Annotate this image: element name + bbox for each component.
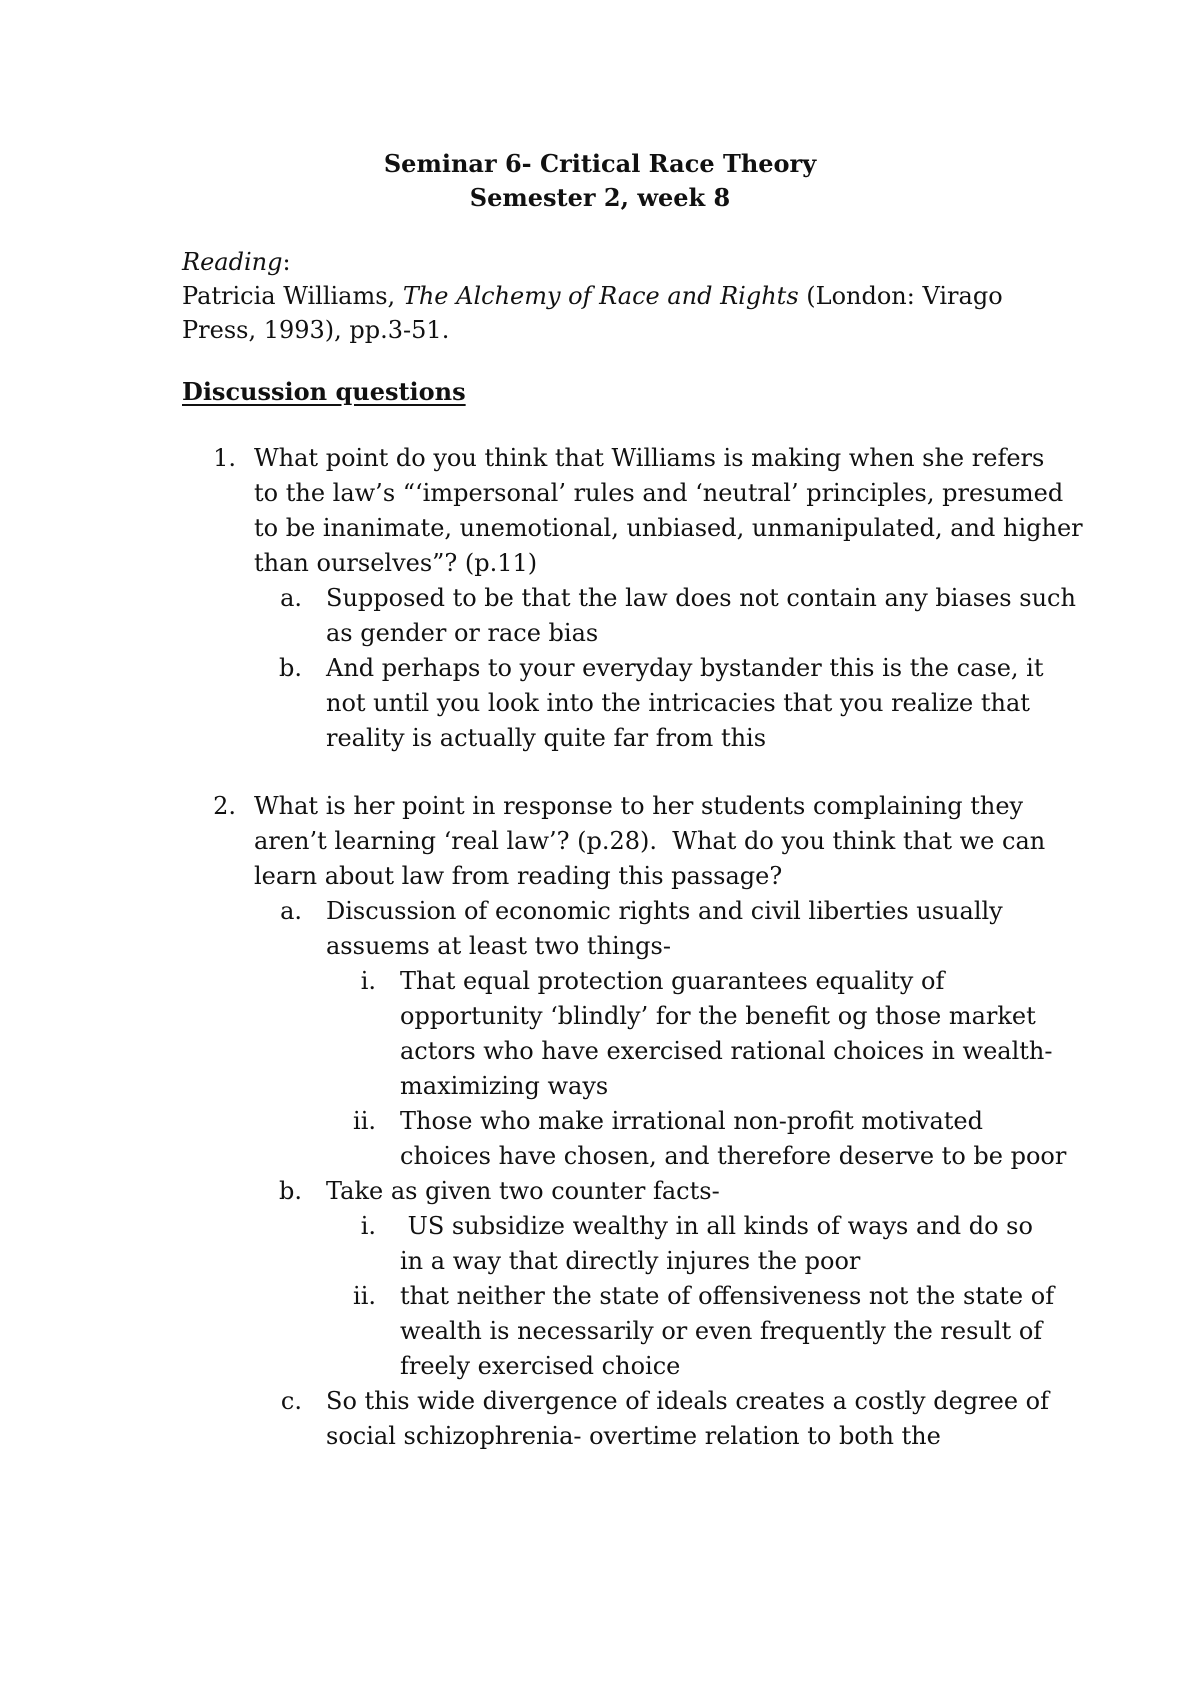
q2ai-line: maximizing ways	[400, 1072, 609, 1100]
q2ai-line: That equal protection guarantees equality of	[400, 967, 945, 995]
page-title: Seminar 6- Critical Race Theory	[383, 149, 817, 178]
q2b-line: Take as given two counter facts-	[326, 1177, 720, 1205]
q1a-marker: a.	[280, 584, 302, 612]
reading-citation-rest: (London: Virago	[798, 282, 1003, 310]
q1b-line: not until you look into the intricacies that you realize that	[326, 689, 1030, 717]
q1b-line: reality is actually quite far from this	[326, 724, 767, 752]
q2c-line: social schizophrenia- overtime relation to both the	[326, 1422, 941, 1450]
q2ai-line: actors who have exercised rational choices in wealth-	[400, 1037, 1053, 1065]
q2a-line: assuems at least two things-	[326, 932, 671, 960]
q2bi-line: US subsidize wealthy in all kinds of ways and do so	[400, 1212, 1033, 1240]
q2c-line: So this wide divergence of ideals creates a costly degree of	[326, 1387, 1049, 1415]
q2bi-line: in a way that directly injures the poor	[400, 1247, 861, 1275]
q1-marker: 1.	[213, 444, 236, 472]
reading-book-title: The Alchemy of Race and Rights	[402, 282, 799, 310]
q2bii-line: that neither the state of offensiveness not the state of	[400, 1282, 1055, 1310]
reading-author: Patricia Williams,	[182, 282, 403, 310]
q2bi-marker: i.	[360, 1212, 376, 1240]
reading-label: Reading	[182, 248, 283, 276]
q2a-marker: a.	[280, 897, 302, 925]
reading-label-line	[182, 246, 291, 278]
q1-line: to the law’s “‘impersonal’ rules and ‘neutral’ principles, presumed	[254, 479, 1064, 507]
reading-citation-line1	[182, 280, 1003, 312]
q2ai-line: opportunity ‘blindly’ for the benefit og those market	[400, 1002, 1036, 1030]
q2-line: aren’t learning ‘real law’? (p.28). What do you think that we can	[254, 827, 1046, 855]
q1-line: to be inanimate, unemotional, unbiased, unmanipulated, and higher	[254, 514, 1083, 542]
q1-line: What point do you think that Williams is making when she refers	[254, 444, 1045, 472]
q1b-marker: b.	[279, 654, 302, 682]
reading-citation-line2: Press, 1993), pp.3-51.	[182, 316, 450, 344]
q2bii-line: wealth is necessarily or even frequently the result of	[400, 1317, 1043, 1345]
q2aii-line: Those who make irrational non-profit motivated	[400, 1107, 983, 1135]
page-subtitle: Semester 2, week 8	[469, 183, 731, 212]
q2-line: What is her point in response to her students complaining they	[254, 792, 1024, 820]
q2-marker: 2.	[213, 792, 236, 820]
q2a-line: Discussion of economic rights and civil liberties usually	[326, 897, 1003, 925]
q2bii-line: freely exercised choice	[400, 1352, 681, 1380]
reading-colon: :	[282, 248, 291, 276]
q1b-line: And perhaps to your everyday bystander this is the case, it	[326, 654, 1044, 682]
q2b-marker: b.	[279, 1177, 302, 1205]
q1a-line: as gender or race bias	[326, 619, 599, 647]
q2aii-marker: ii.	[353, 1107, 376, 1135]
discussion-heading: Discussion questions	[182, 377, 466, 406]
q2aii-line: choices have chosen, and therefore deserve to be poor	[400, 1142, 1067, 1170]
q1a-line: Supposed to be that the law does not contain any biases such	[326, 584, 1076, 612]
q1-line: than ourselves”? (p.11)	[254, 549, 538, 577]
q2c-marker: c.	[280, 1387, 302, 1415]
q2bii-marker: ii.	[353, 1282, 376, 1310]
q2-line: learn about law from reading this passage?	[254, 862, 783, 890]
q2ai-marker: i.	[360, 967, 376, 995]
